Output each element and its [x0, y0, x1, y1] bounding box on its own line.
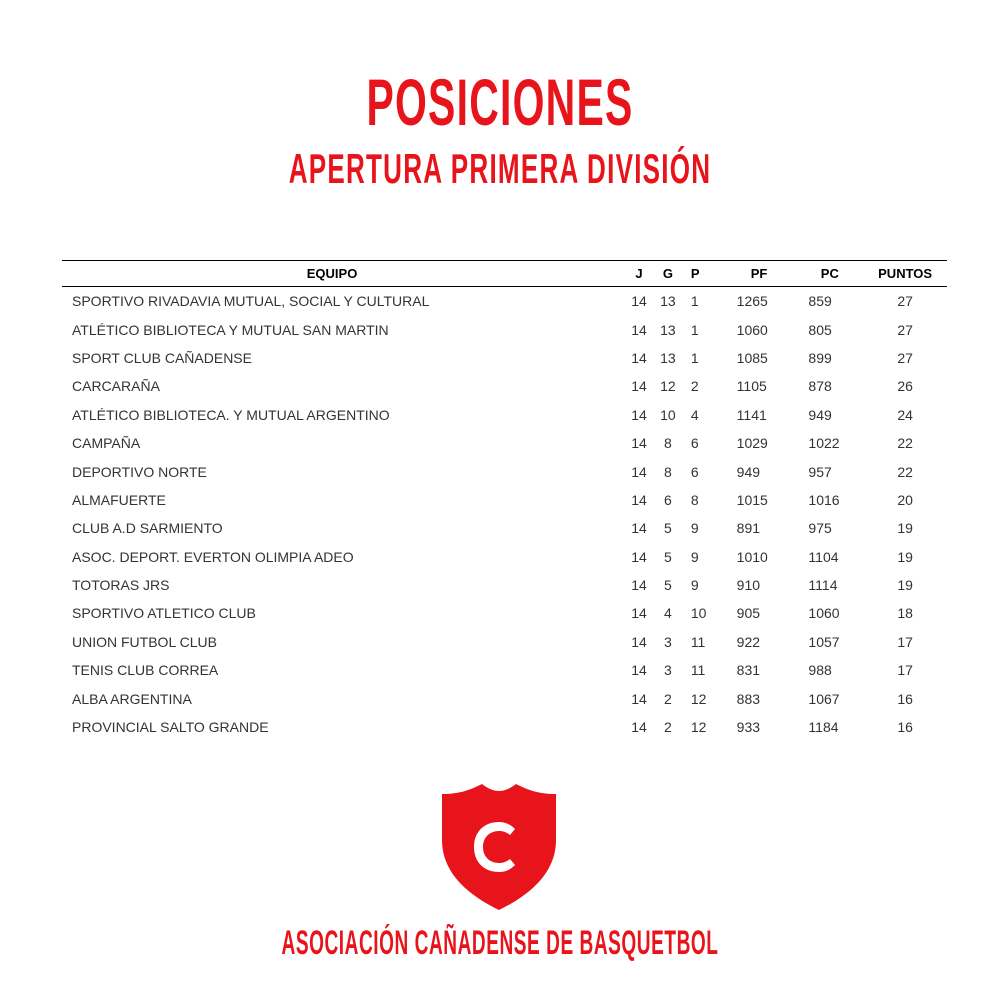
team-name: TENIS CLUB CORREA: [72, 662, 219, 679]
games-won: 13: [660, 321, 676, 338]
standings-table: [62, 260, 947, 741]
association-logo: [440, 782, 558, 912]
games-played: 14: [631, 491, 647, 508]
team-name: CAMPAÑA: [72, 435, 141, 452]
standing-points: 19: [897, 520, 913, 537]
games-lost: 11: [690, 662, 706, 679]
games-won: 13: [660, 349, 676, 366]
games-played: 14: [631, 520, 647, 537]
games-played: 14: [631, 406, 647, 423]
table-row: [62, 656, 947, 684]
games-lost: 6: [690, 435, 699, 452]
games-lost: 2: [690, 378, 699, 395]
games-played: 14: [631, 719, 647, 736]
team-name: DEPORTIVO NORTE: [72, 463, 207, 480]
games-lost: 4: [690, 406, 699, 423]
column-header-g: G: [651, 261, 685, 287]
games-won: 8: [663, 463, 672, 480]
table-row: [62, 571, 947, 599]
games-won: 2: [663, 719, 672, 736]
games-played: 14: [631, 662, 647, 679]
points-for: 1010: [736, 548, 768, 565]
page-title: POSICIONES: [366, 65, 634, 139]
column-header-j: J: [627, 261, 651, 287]
games-won: 4: [663, 605, 672, 622]
games-played: 14: [631, 577, 647, 594]
team-name: ATLÉTICO BIBLIOTECA. Y MUTUAL ARGENTINO: [72, 406, 390, 423]
table-header-row: [62, 261, 947, 287]
points-against: 1057: [808, 633, 840, 650]
team-name: TOTORAS JRS: [72, 577, 170, 594]
points-for: 1029: [736, 435, 768, 452]
points-against: 859: [808, 293, 832, 310]
standing-points: 17: [897, 633, 913, 650]
points-against: 1022: [808, 435, 840, 452]
games-won: 10: [660, 406, 676, 423]
standing-points: 19: [897, 577, 913, 594]
games-won: 13: [660, 293, 676, 310]
games-won: 8: [663, 435, 672, 452]
table-row: [62, 429, 947, 457]
points-against: 1016: [808, 491, 840, 508]
points-against: 957: [808, 463, 832, 480]
points-for: 933: [736, 719, 761, 736]
games-lost: 12: [690, 719, 707, 736]
team-name: ALMAFUERTE: [72, 491, 166, 508]
column-header-p: P: [685, 261, 722, 287]
games-won: 3: [663, 662, 672, 679]
points-against: 805: [808, 321, 832, 338]
standing-points: 27: [897, 321, 913, 338]
standing-points: 22: [897, 463, 913, 480]
games-lost: 1: [690, 293, 699, 310]
table-row: [62, 486, 947, 514]
points-for: 831: [736, 662, 761, 679]
standing-points: 20: [897, 491, 913, 508]
games-played: 14: [631, 378, 647, 395]
games-won: 3: [663, 633, 672, 650]
standing-points: 26: [897, 378, 913, 395]
column-header-pc: PC: [796, 261, 863, 287]
games-played: 14: [631, 435, 647, 452]
points-for: 883: [736, 690, 761, 707]
standing-points: 22: [897, 435, 913, 452]
table-row: [62, 401, 947, 429]
points-for: 1060: [736, 321, 768, 338]
team-name: SPORTIVO ATLETICO CLUB: [72, 605, 256, 622]
games-won: 6: [663, 491, 672, 508]
association-name: ASOCIACIÓN CAÑADENSE DE BASQUETBOL: [281, 924, 719, 962]
points-for: 922: [736, 633, 761, 650]
table-row: [62, 287, 947, 316]
column-header-puntos: PUNTOS: [863, 261, 947, 287]
column-header-pf: PF: [722, 261, 797, 287]
games-lost: 9: [690, 548, 699, 565]
table-row: [62, 599, 947, 627]
standing-points: 27: [897, 293, 913, 310]
games-lost: 1: [690, 349, 699, 366]
games-played: 14: [631, 349, 647, 366]
games-lost: 11: [690, 633, 706, 650]
points-against: 1114: [808, 577, 838, 594]
team-name: PROVINCIAL SALTO GRANDE: [72, 719, 269, 736]
games-played: 14: [631, 293, 647, 310]
points-for: 949: [736, 463, 761, 480]
games-lost: 6: [690, 463, 699, 480]
standing-points: 16: [897, 690, 913, 707]
table-row: [62, 684, 947, 712]
games-played: 14: [631, 633, 647, 650]
standing-points: 19: [897, 548, 913, 565]
points-for: 1265: [736, 293, 768, 310]
games-lost: 9: [690, 520, 699, 537]
table-row: [62, 457, 947, 485]
points-against: 949: [808, 406, 832, 423]
standing-points: 17: [897, 662, 913, 679]
points-against: 899: [808, 349, 832, 366]
games-played: 14: [631, 463, 647, 480]
points-for: 1085: [736, 349, 768, 366]
games-won: 5: [663, 577, 672, 594]
points-against: 878: [808, 378, 832, 395]
table-row: [62, 543, 947, 571]
points-against: 1184: [808, 719, 839, 736]
table-row: [62, 713, 947, 741]
games-lost: 1: [690, 321, 699, 338]
table-row: [62, 344, 947, 372]
table-row: [62, 372, 947, 400]
games-lost: 12: [690, 690, 707, 707]
shield-c-icon: [440, 782, 558, 912]
games-played: 14: [631, 605, 647, 622]
points-against: 975: [808, 520, 832, 537]
column-header-equipo: EQUIPO: [62, 261, 627, 287]
table-row: [62, 514, 947, 542]
standing-points: 27: [897, 349, 913, 366]
points-for: 891: [736, 520, 761, 537]
team-name: CARCARAÑA: [72, 378, 160, 395]
games-played: 14: [631, 321, 647, 338]
standing-points: 24: [897, 406, 913, 423]
games-lost: 10: [690, 605, 707, 622]
games-won: 5: [663, 548, 672, 565]
shield-shape: [442, 784, 556, 910]
points-against: 1067: [808, 690, 840, 707]
team-name: UNION FUTBOL CLUB: [72, 633, 217, 650]
table-row: [62, 628, 947, 656]
team-name: SPORTIVO RIVADAVIA MUTUAL, SOCIAL Y CULTURAL: [72, 293, 430, 310]
points-against: 988: [808, 662, 832, 679]
games-played: 14: [631, 548, 647, 565]
games-played: 14: [631, 690, 647, 707]
team-name: ASOC. DEPORT. EVERTON OLIMPIA ADEO: [72, 548, 354, 565]
games-won: 12: [660, 378, 676, 395]
points-for: 1105: [736, 378, 767, 395]
games-lost: 9: [690, 577, 699, 594]
team-name: SPORT CLUB CAÑADENSE: [72, 349, 252, 366]
points-for: 910: [736, 577, 761, 594]
team-name: ALBA ARGENTINA: [72, 690, 192, 707]
points-for: 1015: [736, 491, 768, 508]
points-for: 1141: [736, 406, 767, 423]
team-name: ATLÉTICO BIBLIOTECA Y MUTUAL SAN MARTIN: [72, 321, 389, 338]
standing-points: 18: [897, 605, 913, 622]
games-lost: 8: [690, 491, 699, 508]
games-won: 2: [663, 690, 672, 707]
points-against: 1104: [808, 548, 839, 565]
games-won: 5: [663, 520, 672, 537]
team-name: CLUB A.D SARMIENTO: [72, 520, 223, 537]
points-against: 1060: [808, 605, 840, 622]
points-for: 905: [736, 605, 761, 622]
page-subtitle: APERTURA PRIMERA DIVISIÓN: [288, 145, 712, 192]
table-row: [62, 315, 947, 343]
standing-points: 16: [897, 719, 913, 736]
